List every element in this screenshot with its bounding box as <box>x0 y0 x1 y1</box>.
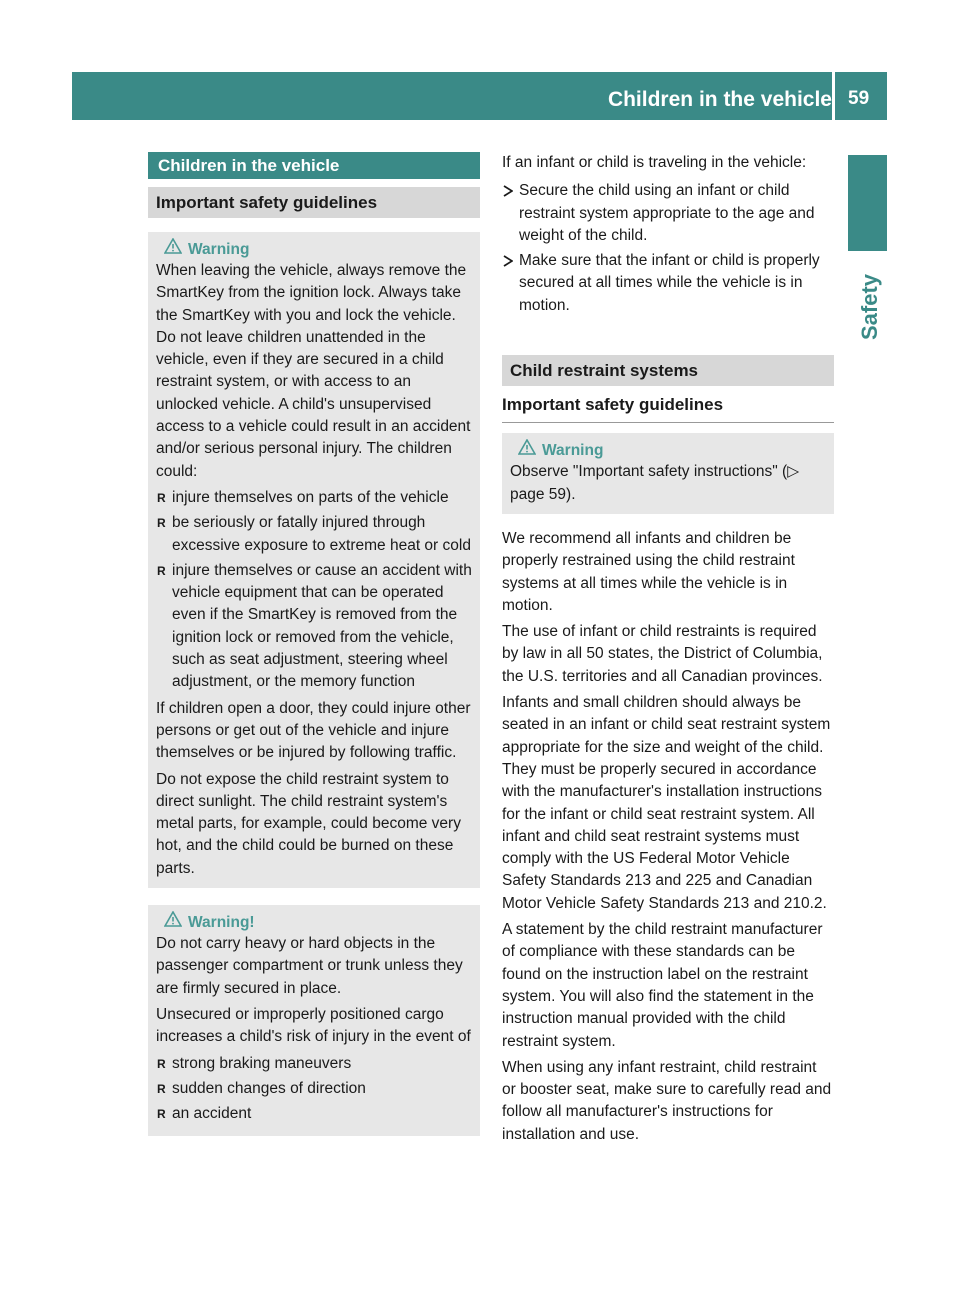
section-title: Child restraint systems <box>502 355 834 386</box>
warning-box <box>148 905 480 1136</box>
step-list <box>502 180 834 317</box>
warning-box <box>502 433 834 514</box>
subsection-title: Important safety guidelines <box>148 187 480 218</box>
left-column <box>148 152 480 1136</box>
body-paragraph: The use of infant or child restraints is required by law in all 50 states, the District of Columbia, the U.S. territories and all Canadian provinces. <box>502 623 823 685</box>
warning-paragraph: If children open a door, they could injure other persons or get out of the vehicle and injure themselves or be injured by following traffic. <box>156 699 471 762</box>
warning-heading <box>156 238 472 260</box>
section-title: Children in the vehicle <box>148 152 480 179</box>
bullet-item: R be seriously or fatally injured through excessive exposure to extreme heat or cold <box>156 512 472 557</box>
warning-paragraph: Unsecured or improperly positioned cargo increases a child's risk of injury in the event of <box>156 1005 471 1046</box>
step-text: Secure the child using an infant or child restraint system appropriate to the age and weight of the child. <box>519 182 815 244</box>
header-title: Children in the vehicle <box>607 88 832 111</box>
warning-paragraph: When leaving the vehicle, always remove the SmartKey from the ignition lock. Always take the SmartKey with you and lock the vehicle. Do not leave children unattended in the vehicle, even if they are secured in a child restraint system, or with access to an unlocked vehicle. A child's unsupervised access to a vehicle could result in an accident and/or serious personal injury. The children could: <box>156 262 471 480</box>
warning-paragraph: Do not expose the child restraint system to direct sunlight. The child restraint system's metal parts, for example, could become very hot, and the child could be burned on these parts. <box>156 770 461 877</box>
step-item <box>502 250 834 317</box>
bullet-item: R an accident <box>156 1103 472 1125</box>
intro-text: If an infant or child is traveling in the vehicle: <box>502 154 807 171</box>
bullet-item: R injure themselves on parts of the vehicle <box>156 487 472 509</box>
body-paragraph: We recommend all infants and children be properly restrained using the child restraint systems at all times while the vehicle is in motion. <box>502 529 795 614</box>
warning-icon <box>164 238 182 254</box>
warning-heading <box>156 911 472 933</box>
bullet-item: R strong braking maneuvers <box>156 1053 472 1075</box>
step-arrow-icon <box>503 255 513 267</box>
warning-box <box>148 232 480 888</box>
warning-title: Warning <box>542 442 604 460</box>
subsection-title: Important safety guidelines <box>502 394 834 423</box>
warning-icon <box>518 439 536 455</box>
bullet-item: R injure themselves or cause an accident with vehicle equipment that can be operated even if the SmartKey is removed from the ignition lock or removed from the vehicle, such as seat adjustment, steering wheel adjustment, or the memory function <box>156 560 472 694</box>
warning-heading <box>510 439 826 461</box>
warning-bullets <box>156 1053 472 1126</box>
body-paragraph: A statement by the child restraint manufacturer of compliance with these standards can be found on the instruction label on the restraint system. You will also find the statement in the instruction manual provided with the child restraint system. <box>502 921 823 1050</box>
step-arrow-icon <box>503 185 513 197</box>
page-number: 59 <box>848 88 870 109</box>
warning-paragraph: Do not carry heavy or hard objects in the passenger compartment or trunk unless they are firmly secured in place. <box>156 935 463 997</box>
side-label: Safety <box>857 273 882 340</box>
warning-bullets <box>156 487 472 694</box>
right-column <box>502 152 834 1150</box>
body-paragraph: Infants and small children should always be seated in an infant or child seat restraint system appropriate for the size and weight of the child. They must be properly secured in accordance with the manufacturer's installation instructions for the infant or child seat restraint system. All infant and child seat restraint systems must comply with the US Federal Motor Vehicle Safety Standards 213 and 225 and Canadian Motor Vehicle Safety Standards 213 and 210.2. <box>502 694 831 912</box>
warning-paragraph: Observe "Important safety instructions" (▷ page 59). <box>510 463 800 503</box>
step-item <box>502 180 834 247</box>
warning-title: Warning! <box>188 914 255 932</box>
warning-icon <box>164 911 182 927</box>
step-text: Make sure that the infant or child is properly secured at all times while the vehicle is in motion. <box>519 252 820 314</box>
bullet-item: R sudden changes of direction <box>156 1078 472 1100</box>
warning-title: Warning <box>188 241 250 258</box>
body-paragraph: When using any infant restraint, child restraint or booster seat, make sure to carefully read and follow all manufacturer's instructions for installation and use. <box>502 1058 832 1143</box>
side-tab <box>848 155 887 251</box>
